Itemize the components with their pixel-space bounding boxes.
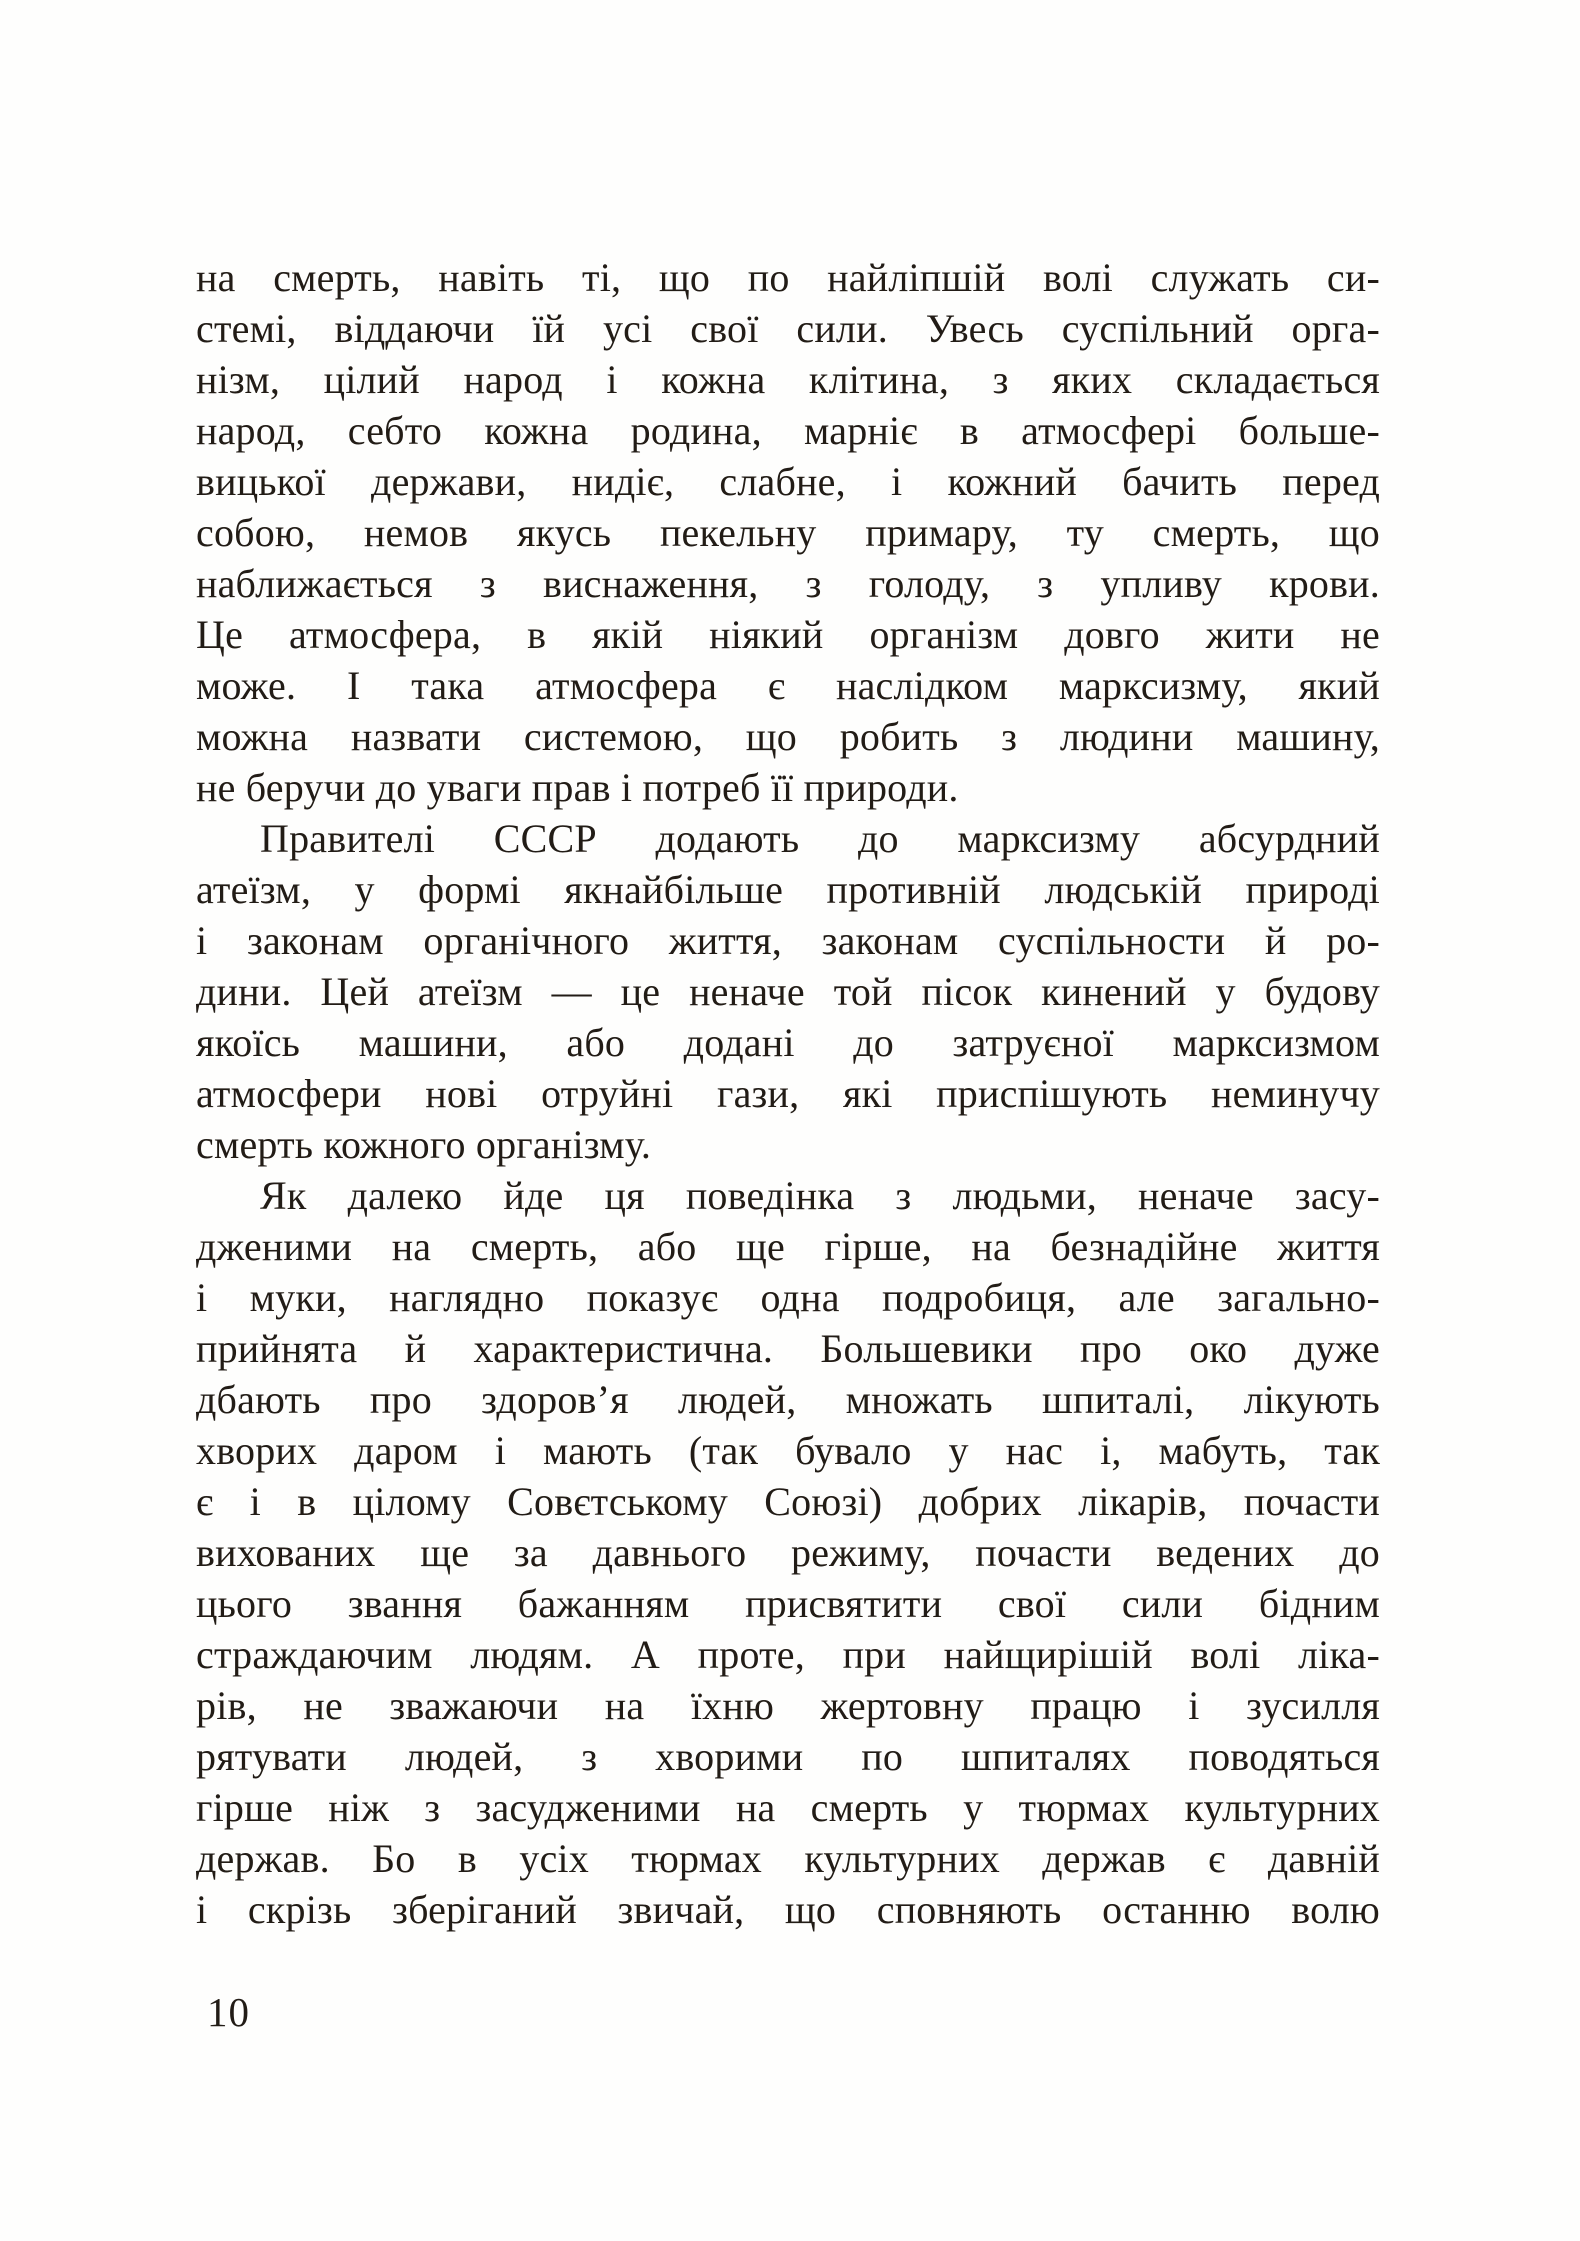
text-line: гірше ніж з засудженими на смерть у тюрмах культурних bbox=[196, 1785, 1380, 1830]
text-line: собою, немов якусь пекельну примару, ту смерть, що bbox=[196, 510, 1380, 555]
text-line: вицької держави, нидіє, слабне, і кожний бачить перед bbox=[196, 459, 1380, 504]
text-line: є і в цілому Совєтському Союзі) добрих лікарів, почасти bbox=[196, 1479, 1380, 1524]
text-line: страждаючим людям. А проте, при найщирішій волі ліка- bbox=[196, 1632, 1380, 1677]
text-line: рятувати людей, з хворими по шпиталях поводяться bbox=[196, 1734, 1380, 1779]
text-line: і скрізь зберіганий звичай, що сповняють останню волю bbox=[196, 1887, 1380, 1932]
text-line: дженими на смерть, або ще гірше, на безнадійне життя bbox=[196, 1224, 1380, 1269]
text-line: можна назвати системою, що робить з людини машину, bbox=[196, 714, 1380, 759]
text-line: Як далеко йде ця поведінка з людьми, неначе засу- bbox=[260, 1173, 1380, 1218]
text-line: на смерть, навіть ті, що по найліпшій волі служать си- bbox=[196, 255, 1380, 300]
text-line: Це атмосфера, в якій ніякий організм довго жити не bbox=[196, 612, 1380, 657]
text-line: стемі, віддаючи їй усі свої сили. Увесь суспільний орга- bbox=[196, 306, 1380, 351]
text-line: нізм, цілий народ і кожна клітина, з яких складається bbox=[196, 357, 1380, 402]
text-line: дбають про здоров’я людей, множать шпиталі, лікують bbox=[196, 1377, 1380, 1422]
text-line: Правителі СССР додають до марксизму абсурдний bbox=[260, 816, 1380, 861]
text-line: і законам органічного життя, законам суспільности й ро- bbox=[196, 918, 1380, 963]
text-line: наближається з виснаження, з голоду, з упливу крови. bbox=[196, 561, 1380, 606]
text-line: прийнята й характеристична. Большевики про око дуже bbox=[196, 1326, 1380, 1371]
text-line: атмосфери нові отруйні гази, які приспішують неминучу bbox=[196, 1071, 1380, 1116]
text-block bbox=[196, 252, 1380, 1935]
text-line: хворих даром і мають (так бувало у нас і, мабуть, так bbox=[196, 1428, 1380, 1473]
text-line: не беручи до уваги прав і потреб її природи. bbox=[196, 765, 959, 810]
text-line: дини. Цей атеїзм — це неначе той пісок кинений у будову bbox=[196, 969, 1380, 1014]
page-number: 10 bbox=[207, 1989, 250, 2035]
text-line: і муки, наглядно показує одна подробиця, але загально- bbox=[196, 1275, 1380, 1320]
text-line: якоїсь машини, або додані до затруєної марксизмом bbox=[196, 1020, 1380, 1065]
text-line: народ, себто кожна родина, марніє в атмосфері больше- bbox=[196, 408, 1380, 453]
text-line: держав. Бо в усіх тюрмах культурних держав є давній bbox=[196, 1836, 1380, 1881]
text-line: вихованих ще за давнього режиму, почасти ведених до bbox=[196, 1530, 1380, 1575]
text-line: цього звання бажанням присвятити свої сили бідним bbox=[196, 1581, 1380, 1626]
text-line: атеїзм, у формі якнайбільше противній людській природі bbox=[196, 867, 1380, 912]
text-line: може. І така атмосфера є наслідком марксизму, який bbox=[196, 663, 1380, 708]
text-line: рів, не зважаючи на їхню жертовну працю і зусилля bbox=[196, 1683, 1380, 1728]
text-line: смерть кожного організму. bbox=[196, 1122, 652, 1167]
